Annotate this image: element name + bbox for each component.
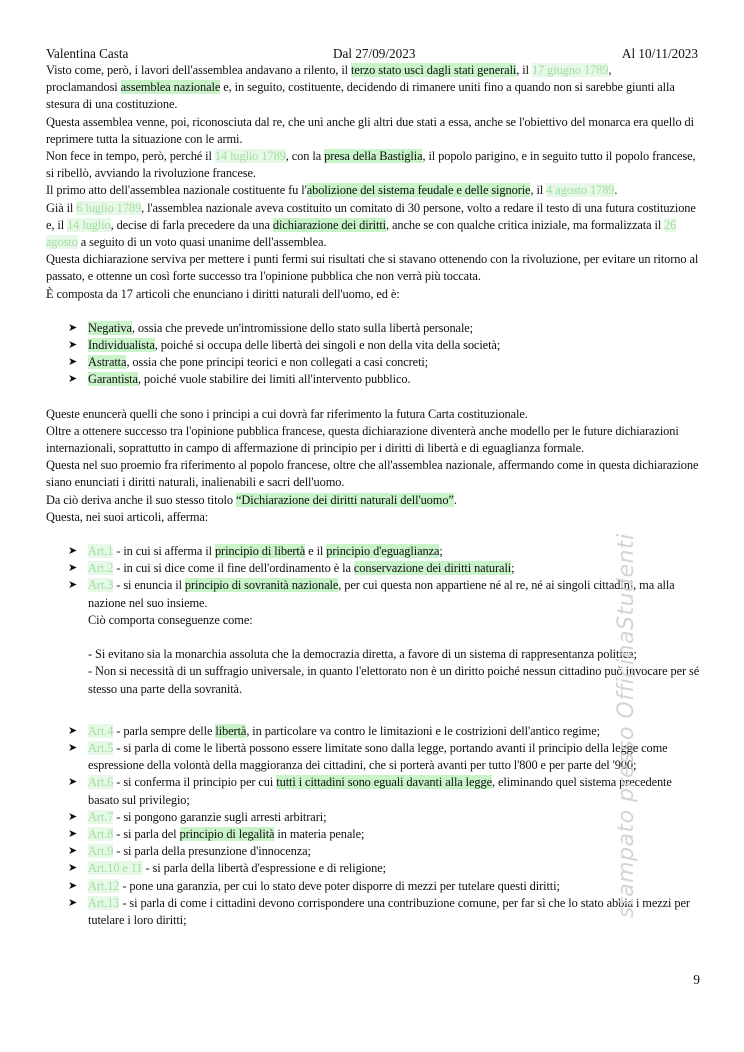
list-item: ➤ Art.2 - in cui si dice come il fine dell'ordinamento è la conservazione dei diritti naturali; xyxy=(46,560,700,577)
list-item: ➤ Negativa, ossia che prevede un'intromissione dello stato sulla libertà personale; xyxy=(46,320,700,337)
list-item: ➤ Art.12 - pone una garanzia, per cui lo stato deve poter disporre di mezzi per tutelare questi diritti; xyxy=(46,878,700,895)
consequence-item: - Non si necessità di un suffragio universale, in quanto l'elettorato non è un diritto poiché nessun cittadino può invocare per sé stesso una parte della sovranità. xyxy=(88,664,700,696)
header-author: Valentina Casta xyxy=(46,46,129,61)
highlight: assemblea nazionale xyxy=(120,80,221,95)
arrow-bullet-icon: ➤ xyxy=(68,845,78,858)
list-item: ➤ Art.5 - si parla di come le libertà possono essere limitate sono dalla legge, portando avanti il principio della legge come espressione della volontà della maggioranza dei cittadini, che si porterà avanti per tutto l'800 e per parte del '900; xyxy=(68,740,668,773)
faded-date: 14 luglio xyxy=(67,217,111,232)
list-item: ➤ Art.3 - si enuncia il principio di sovranità nazionale, per cui questa non appartiene né al re, né ai singoli cittadini, ma alla nazione nel suo insieme. Ciò comporta conseguenze come: xyxy=(68,578,675,627)
arrow-bullet-icon: ➤ xyxy=(68,373,78,386)
list-item: ➤ Art.7 - si pongono garanzie sugli arresti arbitrari; xyxy=(46,809,700,826)
paragraph-1: Visto come, però, i lavori dell'assemblea andavano a rilento, il terzo stato uscì dagli stati generali, il 17 giugno 1789, proclamandosi assemblea nazionale e, in seguito, costituente, decidendo di rimanere uniti fino a quando non si sarebbe giunti alla stesura di una costituzione. xyxy=(46,63,675,112)
consequences-block xyxy=(46,646,700,698)
document-body xyxy=(46,62,700,929)
header-date-from: Dal 27/09/2023 xyxy=(333,46,416,61)
paragraph-3: Non fece in tempo, però, perché il 14 luglio 1789, con la presa della Bastiglia, il popolo parigino, e in seguito tutto il popolo francese, si ribellò, avviando la rivoluzione francese. xyxy=(46,149,696,181)
arrow-bullet-icon: ➤ xyxy=(68,827,78,840)
paragraph-10: Questa nel suo proemio fra riferimento al popolo francese, oltre che all'assemblea nazionale, affermando come in questa dichiarazione siano enunciati i diritti naturali, inalienabili e sacri dell'uomo. xyxy=(46,458,699,490)
page-number: 9 xyxy=(693,972,700,987)
faded-date: 26 agosto xyxy=(46,217,677,250)
traits-list xyxy=(46,320,700,389)
arrow-bullet-icon: ➤ xyxy=(68,339,78,352)
highlight: terzo stato uscì dagli stati generali xyxy=(351,63,517,77)
paragraph-11: Da ciò deriva anche il suo stesso titolo “Dichiarazione dei diritti naturali dell'uomo”. xyxy=(46,492,457,507)
highlight: presa della Bastiglia xyxy=(324,149,423,164)
paragraph-6: Questa dichiarazione serviva per mettere i punti fermi sui risultati che si stavano ottenendo con la rivoluzione, per evitare un ritorno al passato, e ottenne un così forte successo tra l'opinione pubblica che non verrà più toccata. xyxy=(46,252,699,284)
header-date-to: Al 10/11/2023 xyxy=(621,46,698,61)
arrow-bullet-icon: ➤ xyxy=(68,321,78,334)
watermark: stampato presso OfficinaStudenti xyxy=(614,533,639,918)
list-item: ➤ Art.8 - si parla del principio di legalità in materia penale; xyxy=(46,826,700,843)
consequence-item: - Si evitano sia la monarchia assoluta che la democrazia diretta, a favore di un sistema di rappresentanza politica; xyxy=(88,647,637,662)
highlight: dichiarazione dei diritti xyxy=(272,217,387,232)
arrow-bullet-icon: ➤ xyxy=(68,862,78,875)
arrow-bullet-icon: ➤ xyxy=(68,896,78,909)
paragraph-7: È composta da 17 articoli che enunciano i diritti naturali dell'uomo, ed è: xyxy=(46,286,400,301)
faded-date: 6 luglio 1789 xyxy=(76,200,142,215)
paragraph-5: Già il 6 luglio 1789, l'assemblea nazionale aveva costituito un comitato di 30 persone, volto a redare il testo di una futura costituzione e, il 14 luglio, decise di farla precedere da una dichiarazione dei diritti, anche se con qualche critica iniziale, ma formalizzata il 26 agosto a seguito di un voto quasi unanime dell'assemblea. xyxy=(46,200,696,250)
arrow-bullet-icon: ➤ xyxy=(68,579,78,592)
arrow-bullet-icon: ➤ xyxy=(68,356,78,369)
articles-list-a xyxy=(46,543,700,629)
paragraph-2: Questa assemblea venne, poi, riconosciuta dal re, che unì anche gli altri due stati a essa, anche se l'obiettivo del monarca era quello di reprimere tutta la situazione con le armi. xyxy=(46,114,694,146)
list-item: ➤ Art.4 - parla sempre delle libertà, in particolare va contro le limitazioni e le costrizioni dell'antico regime; xyxy=(46,723,700,740)
paragraph-9: Oltre a ottenere successo tra l'opinione pubblica francese, questa dichiarazione diventerà anche modello per le future dichiarazioni internazionali, soprattutto in campo di affermazione di principio per i diritti di libertà e di eguaglianza formale. xyxy=(46,423,679,456)
arrow-bullet-icon: ➤ xyxy=(68,810,78,823)
highlight: “Dichiarazione dei diritti naturali dell'uomo” xyxy=(235,492,454,507)
faded-date: 14 luglio 1789 xyxy=(214,149,286,164)
list-item: ➤ Individualista, poiché si occupa delle libertà dei singoli e non della vita della società; xyxy=(46,337,700,354)
articles-list-b xyxy=(46,723,700,929)
list-item: ➤ Art.10 e 11 - si parla della libertà d'espressione e di religione; xyxy=(46,860,700,877)
list-item: ➤ Astratta, ossia che pone principi teorici e non collegati a casi concreti; xyxy=(46,354,700,371)
arrow-bullet-icon: ➤ xyxy=(68,545,78,558)
list-item: ➤ Garantista, poiché vuole stabilire dei limiti all'intervento pubblico. xyxy=(46,371,700,388)
paragraph-4: Il primo atto dell'assemblea nazionale costituente fu l'abolizione del sistema feudale e delle signorie, il 4 agosto 1789. xyxy=(46,183,618,198)
arrow-bullet-icon: ➤ xyxy=(68,741,78,754)
faded-date: 17 giugno 1789 xyxy=(531,63,609,77)
list-item: ➤ Art.1 - in cui si afferma il principio di libertà e il principio d'eguaglianza; xyxy=(46,543,700,560)
faded-date: 4 agosto 1789 xyxy=(546,183,615,198)
arrow-bullet-icon: ➤ xyxy=(68,724,78,737)
arrow-bullet-icon: ➤ xyxy=(68,776,78,789)
highlight: abolizione del sistema feudale e delle signorie xyxy=(306,183,531,198)
list-item: ➤ Art.9 - si parla della presunzione d'innocenza; xyxy=(46,843,700,860)
paragraph-12: Questa, nei suoi articoli, afferma: xyxy=(46,509,209,524)
arrow-bullet-icon: ➤ xyxy=(68,562,78,575)
list-item: ➤ Art.6 - si conferma il principio per cui tutti i cittadini sono eguali davanti alla legge, eliminando quel sistema precedente basato sul privilegio; xyxy=(68,775,672,807)
list-item: ➤ Art.13 - si parla di come i cittadini devono corrispondere una contribuzione comune, per far sì che lo stato abbia i mezzi per tutelare i loro diritti; xyxy=(68,895,690,927)
paragraph-8: Queste enuncerà quelli che sono i principi a cui dovrà far riferimento la futura Carta costituzionale. xyxy=(46,406,528,421)
arrow-bullet-icon: ➤ xyxy=(68,879,78,892)
